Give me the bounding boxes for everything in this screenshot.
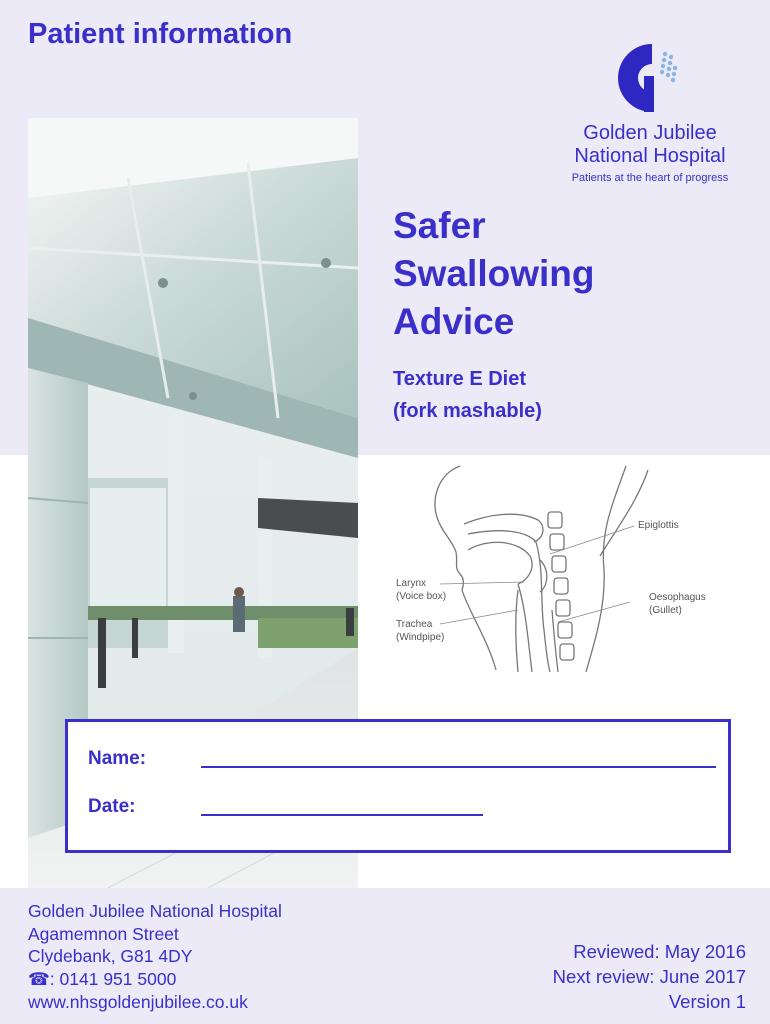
label-trachea-sub: (Windpipe) <box>396 632 445 643</box>
subtitle-line2: (fork mashable) <box>393 400 542 422</box>
address-line-website[interactable]: www.nhsgoldenjubilee.co.uk <box>28 991 248 1012</box>
hospital-logo-icon <box>608 38 688 118</box>
subtitle-line1: Texture E Diet <box>393 368 526 390</box>
hospital-name-line1: Golden Jubilee <box>583 122 717 144</box>
label-larynx-sub: (Voice box) <box>396 591 447 602</box>
next-review-date: Next review: June 2017 <box>552 966 746 987</box>
hospital-name <box>540 122 760 168</box>
address-line-phone: ☎: 0141 951 5000 <box>28 969 177 990</box>
page-category-title: Patient information <box>28 18 293 50</box>
swallowing-anatomy-diagram <box>368 460 728 680</box>
document-subtitle <box>393 363 542 427</box>
label-oesophagus-sub: (Gullet) <box>649 605 682 616</box>
label-epiglottis: Epiglottis <box>638 520 679 531</box>
hospital-name-line2: National Hospital <box>574 145 726 167</box>
version-label: Version 1 <box>668 991 746 1012</box>
review-info <box>553 939 746 1014</box>
label-larynx: Larynx <box>396 578 427 589</box>
address-line-street: Agamemnon Street <box>28 923 179 944</box>
hospital-address <box>28 900 282 1014</box>
title-line3: Advice <box>393 301 515 342</box>
document-title <box>393 202 594 346</box>
address-line-name: Golden Jubilee National Hospital <box>28 901 282 921</box>
address-line-town: Clydebank, G81 4DY <box>28 946 193 967</box>
patient-details-form <box>65 719 731 853</box>
label-oesophagus: Oesophagus <box>649 592 706 603</box>
title-line1: Safer <box>393 205 486 246</box>
hospital-tagline: Patients at the heart of progress <box>571 172 729 184</box>
name-label: Name: <box>88 748 147 769</box>
title-line2: Swallowing <box>393 253 595 294</box>
label-trachea: Trachea <box>396 619 433 630</box>
reviewed-date: Reviewed: May 2016 <box>573 941 746 962</box>
date-field[interactable] <box>201 814 483 816</box>
name-field[interactable] <box>201 766 716 768</box>
date-label: Date: <box>88 796 136 817</box>
